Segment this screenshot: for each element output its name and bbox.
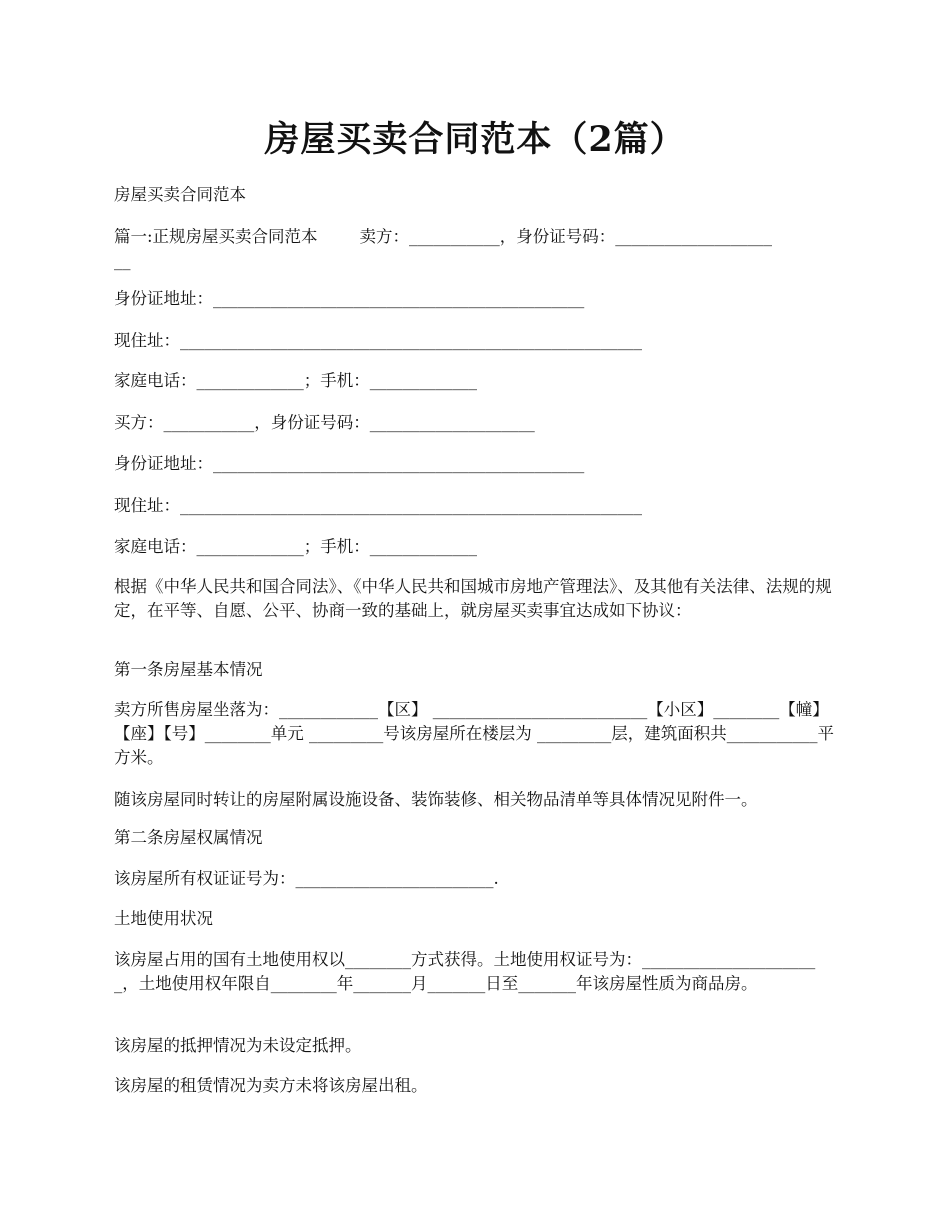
attachments-paragraph: 随该房屋同时转让的房屋附属设施设备、装饰装修、相关物品清单等具体情况见附件一。 [114,790,758,809]
property-location-paragraph: 卖方所售房屋坐落为：____________【区】 __________________________【小区】________【幢】【座】【号】________单元 _________号该房屋所在楼层为 _________层，建筑面积共___________平方米。 [114,700,834,767]
article-2-heading: 第二条房屋权属情况 [114,828,263,847]
land-use-heading: 土地使用状况 [114,909,213,928]
document-title: 房屋买卖合同范本（2篇） [264,119,686,160]
legal-basis-paragraph: 根据《中华人民共和国合同法》、《中华人民共和国城市房地产管理法》、及其他有关法律、法规的规定，在平等、自愿、公平、协商一致的基础上，就房屋买卖事宜达成如下协议： [114,577,832,620]
article-1-heading: 第一条房屋基本情况 [114,660,263,679]
buyer-name-id-line: 买方：___________，身份证号码：____________________ [114,413,535,432]
subtitle-text: 房屋买卖合同范本 [114,185,246,204]
ownership-certificate-line: 该房屋所有权证证号为：________________________. [114,869,499,888]
seller-name-id-line: 篇一:正规房屋买卖合同范本 卖方：___________，身份证号码：___________________ __ [114,227,773,270]
land-use-paragraph: 该房屋占用的国有土地使用权以________方式获得。土地使用权证号为：______________________，土地使用权年限自________年_______月_______日至_______年该房屋性质为商品房。 [114,950,816,993]
buyer-id-address-line: 身份证地址：_____________________________________________ [114,454,585,473]
seller-phone-line: 家庭电话：_____________；手机：_____________ [114,371,477,390]
mortgage-status-line: 该房屋的抵押情况为未设定抵押。 [114,1036,362,1055]
buyer-phone-line: 家庭电话：_____________；手机：_____________ [114,537,477,556]
lease-status-line: 该房屋的租赁情况为卖方未将该房屋出租。 [114,1076,428,1095]
seller-id-address-line: 身份证地址：_____________________________________________ [114,289,585,308]
buyer-current-address-line: 现住址：________________________________________________________ [114,496,642,515]
seller-current-address-line: 现住址：________________________________________________________ [114,331,642,350]
